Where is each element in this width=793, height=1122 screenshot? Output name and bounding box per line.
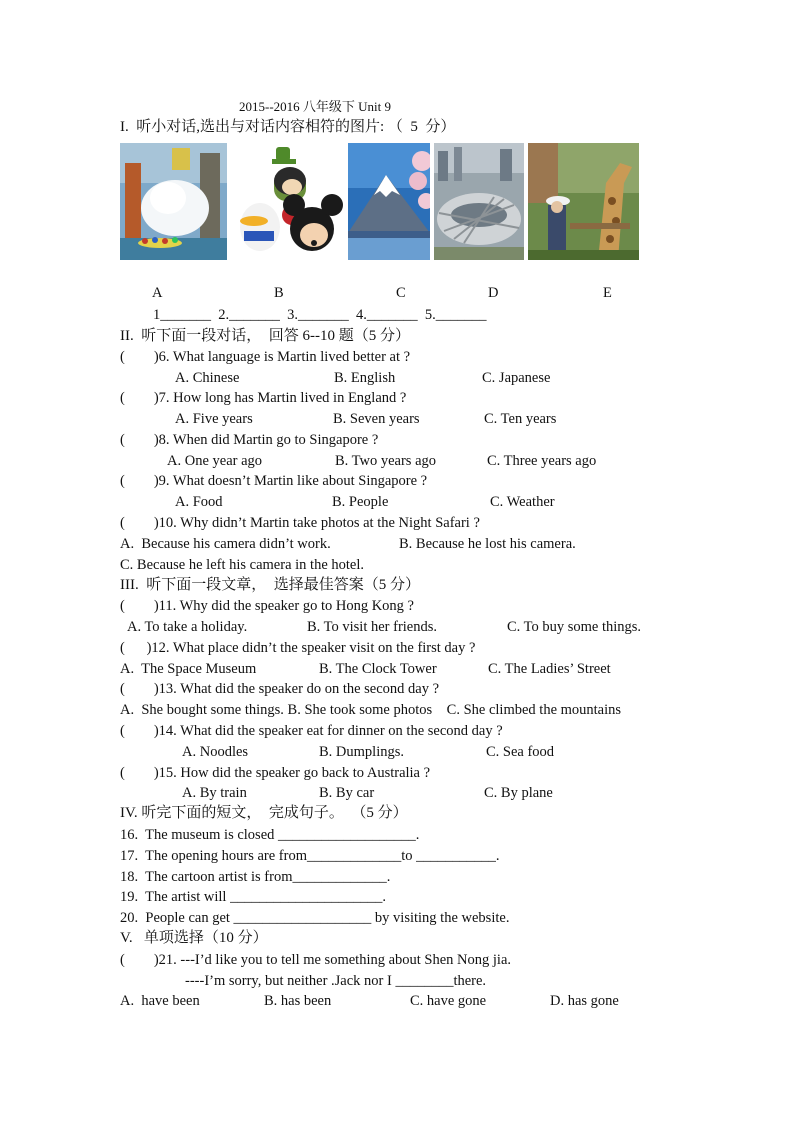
q15-option-b: B. By car: [319, 785, 375, 801]
q11-option-a: A. To take a holiday.: [127, 619, 248, 635]
q15-option-a: A. By train: [182, 785, 247, 801]
q10-option-c: C. Because he left his camera in the hotel.: [120, 557, 364, 573]
picture-label-e: E: [603, 285, 612, 301]
q21-option-c: C. have gone: [410, 993, 487, 1009]
q14-option-c: C. Sea food: [486, 744, 555, 760]
question-10: ( )10. Why didn’t Martin take photos at the Night Safari ?: [120, 515, 480, 531]
question-21: ( )21. ---I’d like you to tell me something about Shen Nong jia.: [120, 952, 512, 968]
sentence-20: 20. People can get ___________________ by visiting the website.: [120, 910, 510, 926]
q6-option-b: B. English: [334, 370, 396, 386]
q6-option-c: C. Japanese: [482, 370, 551, 386]
sentence-18: 18. The cartoon artist is from_____________.: [120, 869, 391, 885]
question-9: ( )9. What doesn’t Martin like about Singapore ?: [120, 473, 428, 489]
section-2-heading: II. 听下面一段对话， 回答 6--10 题（5 分）: [120, 328, 410, 344]
q8-option-b: B. Two years ago: [335, 453, 437, 469]
question-7: ( )7. How long has Martin lived in England ?: [120, 390, 407, 406]
q10-option-b: B. Because he lost his camera.: [399, 536, 576, 552]
birds-nest-stadium-icon: [434, 143, 524, 260]
q9-option-a: A. Food: [175, 494, 223, 510]
section-1-heading: I. 听小对话,选出与对话内容相符的图片: （ 5 分）: [120, 119, 456, 135]
question-21-line-2: ----I’m sorry, but neither .Jack nor I ________there.: [185, 973, 487, 989]
water-park-icon: [120, 143, 227, 260]
q21-option-b: B. has been: [264, 993, 332, 1009]
q12-option-b: B. The Clock Tower: [319, 661, 437, 677]
giraffe-zoo-icon: [528, 143, 639, 260]
q6-option-a: A. Chinese: [175, 370, 240, 386]
q11-option-b: B. To visit her friends.: [307, 619, 438, 635]
q9-option-b: B. People: [332, 494, 389, 510]
q15-option-c: C. By plane: [484, 785, 553, 801]
q13-options: A. She bought some things. B. She took some photos C. She climbed the mountains: [120, 702, 622, 718]
section-4-heading: IV. 听完下面的短文， 完成句子。 （5 分）: [120, 805, 408, 821]
picture-label-d: D: [488, 285, 499, 301]
picture-label-b: B: [274, 285, 284, 301]
q9-option-c: C. Weather: [490, 494, 555, 510]
question-6: ( )6. What language is Martin lived better at ?: [120, 349, 411, 365]
section-5-heading: V. 单项选择（10 分）: [120, 930, 268, 946]
question-11: ( )11. Why did the speaker go to Hong Kong ?: [120, 598, 414, 614]
q12-option-c: C. The Ladies’ Street: [488, 661, 611, 677]
sentence-17: 17. The opening hours are from_____________to ___________.: [120, 848, 500, 864]
sentence-16: 16. The museum is closed ___________________.: [120, 827, 420, 843]
section-3-heading: III. 听下面一段文章， 选择最佳答案（5 分）: [120, 577, 420, 593]
question-13: ( )13. What did the speaker do on the second day ?: [120, 681, 440, 697]
q14-option-a: A. Noodles: [182, 744, 249, 760]
q8-option-a: A. One year ago: [167, 453, 263, 469]
q11-option-c: C. To buy some things.: [507, 619, 642, 635]
worksheet-header: 2015--2016 八年级下 Unit 9: [239, 99, 392, 114]
question-15: ( )15. How did the speaker go back to Australia ?: [120, 765, 431, 781]
sentence-19: 19. The artist will _____________________.: [120, 889, 386, 905]
cartoon-characters-icon: [232, 143, 344, 260]
q8-option-c: C. Three years ago: [487, 453, 597, 469]
mountain-fuji-icon: [348, 143, 430, 260]
q12-option-a: A. The Space Museum: [120, 661, 257, 677]
picture-label-c: C: [396, 285, 406, 301]
picture-label-a: A: [152, 285, 163, 301]
question-8: ( )8. When did Martin go to Singapore ?: [120, 432, 379, 448]
q10-option-a: A. Because his camera didn’t work.: [120, 536, 331, 552]
question-12: ( )12. What place didn’t the speaker visit on the first day ?: [120, 640, 476, 656]
q7-option-c: C. Ten years: [484, 411, 557, 427]
q14-option-b: B. Dumplings.: [319, 744, 404, 760]
question-14: ( )14. What did the speaker eat for dinner on the second day ?: [120, 723, 503, 739]
q7-option-b: B. Seven years: [333, 411, 420, 427]
answer-blanks-1-5: 1_______ 2._______ 3._______ 4._______ 5._______: [153, 307, 487, 323]
q21-option-d: D. has gone: [550, 993, 619, 1009]
q21-option-a: A. have been: [120, 993, 200, 1009]
q7-option-a: A. Five years: [175, 411, 253, 427]
